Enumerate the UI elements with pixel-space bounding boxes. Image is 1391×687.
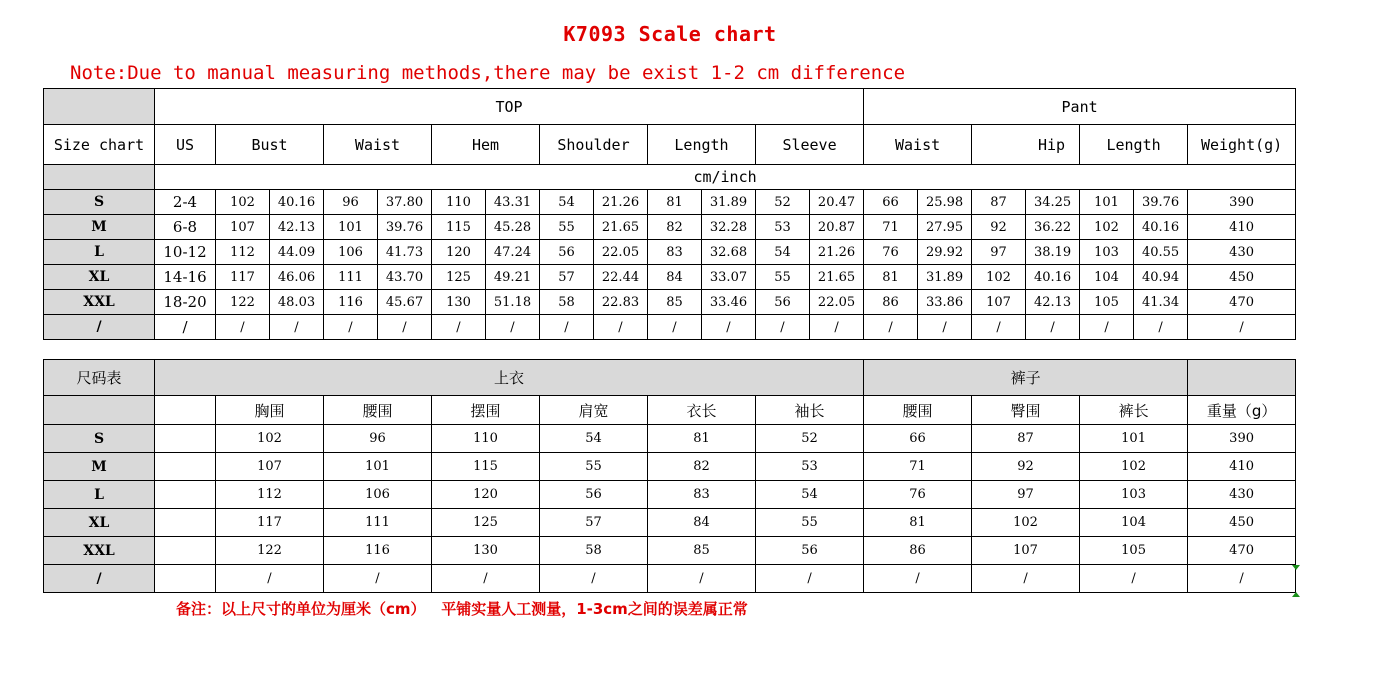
- measurement-cell: 56: [540, 240, 594, 265]
- size-label-cn: XL: [44, 509, 155, 537]
- measurement-cell: /: [864, 315, 918, 340]
- weight-cell: 390: [1188, 190, 1296, 215]
- measurement-cell-cn: 52: [756, 425, 864, 453]
- measurement-cell: 33.86: [918, 290, 972, 315]
- measurement-cell: 21.65: [594, 215, 648, 240]
- measurement-cell: 21.26: [594, 190, 648, 215]
- measurement-cell: 103: [1080, 240, 1134, 265]
- measurement-cell: 71: [864, 215, 918, 240]
- measurement-cell: 42.13: [1026, 290, 1080, 315]
- measurement-cell: /: [594, 315, 648, 340]
- measurement-cell-cn: [155, 537, 216, 565]
- measurement-cell: 40.94: [1134, 265, 1188, 290]
- column-header-sleeve: Sleeve: [756, 125, 864, 165]
- measurement-cell: /: [216, 315, 270, 340]
- table-row: [44, 215, 1296, 240]
- measurement-cell: 40.16: [1134, 215, 1188, 240]
- table-row: [44, 315, 1296, 340]
- measurement-cell-cn: 105: [1080, 537, 1188, 565]
- weight-cell: 410: [1188, 215, 1296, 240]
- table-row-cn: [44, 537, 1296, 565]
- column-header-size-chart: Size chart: [44, 125, 155, 165]
- measurement-cell: 97: [972, 240, 1026, 265]
- measurement-cell: 52: [756, 190, 810, 215]
- measurement-cell: 45.67: [378, 290, 432, 315]
- measurement-cell-cn: [155, 425, 216, 453]
- table-row: [44, 240, 1296, 265]
- measurement-cell-cn: /: [972, 565, 1080, 593]
- group-header-top-cn: 上衣: [155, 360, 864, 396]
- unit-label: cm/inch: [155, 165, 1296, 190]
- column-header-cn-1: [155, 396, 216, 425]
- weight-cell: 430: [1188, 240, 1296, 265]
- measurement-cell-cn: 97: [972, 481, 1080, 509]
- us-size: 2-4: [155, 190, 216, 215]
- measurement-cell: 125: [432, 265, 486, 290]
- measurement-cell-cn: 430: [1188, 481, 1296, 509]
- column-header-pant-length: Length: [1080, 125, 1188, 165]
- measurement-cell: /: [918, 315, 972, 340]
- measurement-cell: 117: [216, 265, 270, 290]
- measurement-cell: 22.05: [810, 290, 864, 315]
- measurement-cell: 32.68: [702, 240, 756, 265]
- measurement-cell: 84: [648, 265, 702, 290]
- measurement-cell: 22.83: [594, 290, 648, 315]
- column-header-row-cn: [44, 396, 1296, 425]
- measurement-cell: 31.89: [918, 265, 972, 290]
- measurement-cell: 57: [540, 265, 594, 290]
- table-row-cn: [44, 425, 1296, 453]
- measurement-cell: 110: [432, 190, 486, 215]
- measurement-cell: 102: [1080, 215, 1134, 240]
- measurement-cell: 58: [540, 290, 594, 315]
- measurement-cell: 43.70: [378, 265, 432, 290]
- measurement-cell-cn: 110: [432, 425, 540, 453]
- measurement-cell: 29.92: [918, 240, 972, 265]
- measurement-cell-cn: 87: [972, 425, 1080, 453]
- measurement-cell: 27.95: [918, 215, 972, 240]
- column-header-bust: Bust: [216, 125, 324, 165]
- measurement-cell-cn: 76: [864, 481, 972, 509]
- measurement-cell: 44.09: [270, 240, 324, 265]
- measurement-cell: 39.76: [1134, 190, 1188, 215]
- column-header-hem-cn: 摆围: [432, 396, 540, 425]
- size-label: S: [44, 190, 155, 215]
- size-label-cn: L: [44, 481, 155, 509]
- measurement-cell-cn: /: [432, 565, 540, 593]
- measurement-cell-cn: /: [324, 565, 432, 593]
- table-row-cn: [44, 453, 1296, 481]
- measurement-cell: 55: [756, 265, 810, 290]
- column-header-waist-cn: 腰围: [324, 396, 432, 425]
- measurement-cell-cn: 122: [216, 537, 324, 565]
- measurement-cell: /: [702, 315, 756, 340]
- size-table-english-body: [44, 190, 1296, 340]
- measurement-cell: 54: [756, 240, 810, 265]
- measurement-cell: 45.28: [486, 215, 540, 240]
- measurement-cell: 43.31: [486, 190, 540, 215]
- measurement-cell-cn: 101: [324, 453, 432, 481]
- measurement-cell: 33.07: [702, 265, 756, 290]
- measurement-cell-cn: [155, 509, 216, 537]
- measurement-cell: 86: [864, 290, 918, 315]
- table-row-cn: [44, 481, 1296, 509]
- size-label: XL: [44, 265, 155, 290]
- measurement-cell-cn: 54: [540, 425, 648, 453]
- measurement-cell-cn: 104: [1080, 509, 1188, 537]
- measurement-cell: 32.28: [702, 215, 756, 240]
- us-size: 10-12: [155, 240, 216, 265]
- column-header-pant-waist: Waist: [864, 125, 972, 165]
- column-header-hip-cn: 臀围: [972, 396, 1080, 425]
- measurement-cell: 40.16: [1026, 265, 1080, 290]
- measurement-cell-cn: 92: [972, 453, 1080, 481]
- measurement-cell: 46.06: [270, 265, 324, 290]
- size-table-chinese: [43, 359, 1296, 593]
- measurement-cell: /: [1134, 315, 1188, 340]
- measurement-cell: 102: [972, 265, 1026, 290]
- measurement-cell: 56: [756, 290, 810, 315]
- measurement-cell-cn: 66: [864, 425, 972, 453]
- measurement-cell: 39.76: [378, 215, 432, 240]
- column-header-length: Length: [648, 125, 756, 165]
- table-corner-cn: 尺码表: [44, 360, 155, 396]
- measurement-cell-cn: 102: [972, 509, 1080, 537]
- measurement-cell-cn: 107: [216, 453, 324, 481]
- column-header-cn-0: [44, 396, 155, 425]
- measurement-cell-cn: /: [648, 565, 756, 593]
- measurement-cell: 33.46: [702, 290, 756, 315]
- table-row-cn: [44, 509, 1296, 537]
- size-label: /: [44, 315, 155, 340]
- measurement-cell: 21.26: [810, 240, 864, 265]
- measurement-cell: 106: [324, 240, 378, 265]
- measurement-cell-cn: 54: [756, 481, 864, 509]
- measurement-cell-cn: 115: [432, 453, 540, 481]
- measurement-cell-cn: 102: [1080, 453, 1188, 481]
- measurement-cell: /: [324, 315, 378, 340]
- weight-cell: 450: [1188, 265, 1296, 290]
- us-size: 6-8: [155, 215, 216, 240]
- measurement-cell: 47.24: [486, 240, 540, 265]
- measurement-cell-cn: 117: [216, 509, 324, 537]
- measurement-cell-cn: 116: [324, 537, 432, 565]
- measurement-cell: 25.98: [918, 190, 972, 215]
- measurement-cell: 31.89: [702, 190, 756, 215]
- measurement-cell: 21.65: [810, 265, 864, 290]
- measurement-cell-cn: 120: [432, 481, 540, 509]
- measurement-cell-cn: 450: [1188, 509, 1296, 537]
- group-header-blank-cn: [1188, 360, 1296, 396]
- column-header-shoulder: Shoulder: [540, 125, 648, 165]
- measurement-cell: /: [486, 315, 540, 340]
- weight-cell: /: [1188, 315, 1296, 340]
- column-header-weight: Weight(g): [1188, 125, 1296, 165]
- measurement-cell-cn: /: [756, 565, 864, 593]
- measurement-cell: /: [972, 315, 1026, 340]
- table-row: [44, 190, 1296, 215]
- measurement-cell: 41.34: [1134, 290, 1188, 315]
- measurement-cell: 41.73: [378, 240, 432, 265]
- measurement-cell-cn: 101: [1080, 425, 1188, 453]
- measurement-cell: 36.22: [1026, 215, 1080, 240]
- measurement-cell: /: [540, 315, 594, 340]
- measurement-cell-cn: 83: [648, 481, 756, 509]
- measurement-cell-cn: 130: [432, 537, 540, 565]
- measurement-cell-cn: 84: [648, 509, 756, 537]
- measurement-cell-cn: 102: [216, 425, 324, 453]
- measurement-cell: 107: [972, 290, 1026, 315]
- measurement-cell: 48.03: [270, 290, 324, 315]
- column-header-shoulder-cn: 肩宽: [540, 396, 648, 425]
- measurement-cell: /: [1080, 315, 1134, 340]
- table-row-cn: [44, 565, 1296, 593]
- measurement-cell: /: [378, 315, 432, 340]
- measurement-cell-cn: /: [216, 565, 324, 593]
- measurement-cell-cn: 58: [540, 537, 648, 565]
- measurement-cell: 107: [216, 215, 270, 240]
- measurement-cell: 87: [972, 190, 1026, 215]
- measurement-cell: 51.18: [486, 290, 540, 315]
- measurement-cell: 104: [1080, 265, 1134, 290]
- measurement-cell: 82: [648, 215, 702, 240]
- measurement-cell: 76: [864, 240, 918, 265]
- measurement-cell-cn: 55: [756, 509, 864, 537]
- measurement-cell-cn: 106: [324, 481, 432, 509]
- size-table-chinese-body: [44, 425, 1296, 593]
- size-label: XXL: [44, 290, 155, 315]
- weight-cell: 470: [1188, 290, 1296, 315]
- table-row: [44, 265, 1296, 290]
- table-row: [44, 290, 1296, 315]
- measurement-cell-cn: 81: [864, 509, 972, 537]
- measurement-note: Note:Due to manual measuring methods,there may be exist 1-2 cm difference: [70, 62, 906, 84]
- measurement-cell: 20.87: [810, 215, 864, 240]
- size-label: L: [44, 240, 155, 265]
- measurement-cell: 116: [324, 290, 378, 315]
- measurement-cell: 92: [972, 215, 1026, 240]
- measurement-cell-cn: [155, 565, 216, 593]
- measurement-cell-cn: /: [1188, 565, 1296, 593]
- measurement-cell: 101: [1080, 190, 1134, 215]
- measurement-cell: 81: [648, 190, 702, 215]
- unit-row-corner: [44, 165, 155, 190]
- measurement-cell: /: [270, 315, 324, 340]
- cell-marker-bottom: [1292, 592, 1300, 597]
- size-table-english: [43, 88, 1296, 340]
- measurement-cell-cn: 103: [1080, 481, 1188, 509]
- measurement-cell: 53: [756, 215, 810, 240]
- measurement-cell-cn: /: [1080, 565, 1188, 593]
- size-label-cn: XXL: [44, 537, 155, 565]
- group-header-top: TOP: [155, 89, 864, 125]
- measurement-cell: 54: [540, 190, 594, 215]
- measurement-cell-cn: 96: [324, 425, 432, 453]
- measurement-cell-cn: /: [540, 565, 648, 593]
- measurement-cell-cn: 56: [756, 537, 864, 565]
- measurement-cell-cn: /: [864, 565, 972, 593]
- column-header-bust-cn: 胸围: [216, 396, 324, 425]
- measurement-cell: 34.25: [1026, 190, 1080, 215]
- measurement-cell-cn: 56: [540, 481, 648, 509]
- measurement-cell-cn: 81: [648, 425, 756, 453]
- measurement-cell-cn: 82: [648, 453, 756, 481]
- column-header-length-cn: 衣长: [648, 396, 756, 425]
- column-header-waist: Waist: [324, 125, 432, 165]
- size-label-cn: S: [44, 425, 155, 453]
- measurement-cell-cn: 470: [1188, 537, 1296, 565]
- us-size: 14-16: [155, 265, 216, 290]
- column-header-hip: Hip: [972, 125, 1080, 165]
- measurement-cell: 22.44: [594, 265, 648, 290]
- measurement-cell: 83: [648, 240, 702, 265]
- column-header-weight-cn: 重量（g）: [1188, 396, 1296, 425]
- chart-title: K7093 Scale chart: [563, 22, 777, 46]
- measurement-cell: 85: [648, 290, 702, 315]
- measurement-cell: 102: [216, 190, 270, 215]
- size-label: M: [44, 215, 155, 240]
- measurement-cell-cn: 111: [324, 509, 432, 537]
- measurement-cell: /: [1026, 315, 1080, 340]
- measurement-cell: 81: [864, 265, 918, 290]
- measurement-cell-cn: 55: [540, 453, 648, 481]
- measurement-cell: /: [432, 315, 486, 340]
- column-header-sleeve-cn: 袖长: [756, 396, 864, 425]
- measurement-cell-cn: 86: [864, 537, 972, 565]
- measurement-cell-cn: 85: [648, 537, 756, 565]
- measurement-cell: 37.80: [378, 190, 432, 215]
- size-label-cn: M: [44, 453, 155, 481]
- measurement-cell: 38.19: [1026, 240, 1080, 265]
- measurement-cell: 40.55: [1134, 240, 1188, 265]
- measurement-cell-cn: 53: [756, 453, 864, 481]
- column-header-pant-length-cn: 裤长: [1080, 396, 1188, 425]
- measurement-cell: 112: [216, 240, 270, 265]
- measurement-cell: 130: [432, 290, 486, 315]
- measurement-cell: /: [810, 315, 864, 340]
- measurement-cell-cn: [155, 481, 216, 509]
- group-header-pant: Pant: [864, 89, 1296, 125]
- measurement-cell: 111: [324, 265, 378, 290]
- measurement-cell: 101: [324, 215, 378, 240]
- measurement-cell: 49.21: [486, 265, 540, 290]
- measurement-cell-cn: [155, 453, 216, 481]
- us-size: 18-20: [155, 290, 216, 315]
- measurement-cell: 120: [432, 240, 486, 265]
- measurement-cell: 105: [1080, 290, 1134, 315]
- measurement-cell: 40.16: [270, 190, 324, 215]
- measurement-cell: 122: [216, 290, 270, 315]
- us-size: /: [155, 315, 216, 340]
- measurement-cell-cn: 410: [1188, 453, 1296, 481]
- measurement-cell-cn: 112: [216, 481, 324, 509]
- measurement-cell: 66: [864, 190, 918, 215]
- size-label-cn: /: [44, 565, 155, 593]
- measurement-cell: 115: [432, 215, 486, 240]
- table-corner: [44, 89, 155, 125]
- measurement-cell-cn: 71: [864, 453, 972, 481]
- measurement-cell: 96: [324, 190, 378, 215]
- column-header-us: US: [155, 125, 216, 165]
- measurement-cell: 20.47: [810, 190, 864, 215]
- group-header-pant-cn: 裤子: [864, 360, 1188, 396]
- measurement-cell: 55: [540, 215, 594, 240]
- column-header-hem: Hem: [432, 125, 540, 165]
- measurement-cell-cn: 125: [432, 509, 540, 537]
- measurement-cell-cn: 57: [540, 509, 648, 537]
- measurement-cell: /: [648, 315, 702, 340]
- measurement-cell: 22.05: [594, 240, 648, 265]
- column-header-pant-waist-cn: 腰围: [864, 396, 972, 425]
- measurement-note-cn: 备注：以上尺寸的单位为厘米（cm） 平铺实量人工测量，1-3cm之间的误差属正常: [176, 600, 748, 618]
- measurement-cell: 42.13: [270, 215, 324, 240]
- cell-marker-top: [1292, 565, 1300, 570]
- measurement-cell-cn: 390: [1188, 425, 1296, 453]
- measurement-cell: /: [756, 315, 810, 340]
- measurement-cell-cn: 107: [972, 537, 1080, 565]
